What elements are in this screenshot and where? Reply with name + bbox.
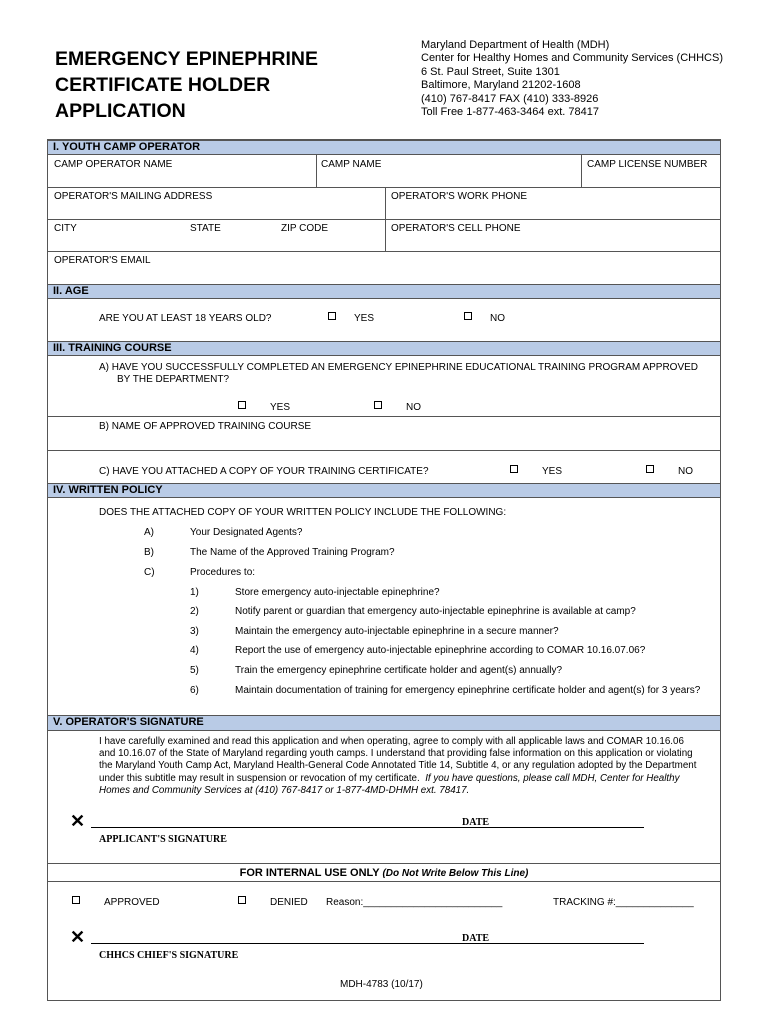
divider [48, 251, 720, 252]
address-line: Toll Free 1-877-463-3464 ext. 78417 [421, 106, 599, 119]
form-number: MDH-4783 (10/17) [340, 979, 423, 990]
mailing-address-field[interactable]: OPERATOR'S MAILING ADDRESS [54, 191, 213, 202]
internal-use-title: FOR INTERNAL USE ONLY [239, 867, 380, 879]
agency-address [421, 39, 723, 119]
state-field[interactable]: STATE [190, 223, 221, 234]
training-c-no-checkbox[interactable] [646, 465, 654, 473]
procedure-text: Store emergency auto-injectable epinephrine? [235, 587, 440, 598]
age-question: ARE YOU AT LEAST 18 YEARS OLD? [99, 313, 272, 324]
camp-license-number-field[interactable]: CAMP LICENSE NUMBER [587, 159, 708, 170]
signature-statement [99, 736, 699, 797]
training-c-no-label: NO [678, 466, 693, 477]
procedure-number: 6) [190, 685, 199, 696]
procedure-number: 1) [190, 587, 199, 598]
applicant-date-label: DATE [462, 817, 490, 828]
policy-item-text: The Name of the Approved Training Program? [190, 547, 395, 558]
divider [316, 155, 317, 187]
procedure-text: Maintain documentation of training for emergency epinephrine certificate holder and agent(s) for 3 years? [235, 685, 701, 696]
section-written-policy-header: IV. WRITTEN POLICY [48, 483, 720, 498]
chief-signature-line[interactable] [91, 943, 644, 944]
age-yes-label: YES [354, 313, 375, 324]
statement-contact: If you have questions, please call MDH, Center for Healthy Homes and Community Services at (410) 767-8417 or 1-877-4MD-DHMH ext. 78417. [99, 772, 680, 796]
address-line: (410) 767-8417 FAX (410) 333-8926 [421, 92, 599, 105]
internal-use-note: (Do Not Write Below This Line) [382, 868, 529, 879]
policy-item-text: Your Designated Agents? [190, 527, 303, 538]
divider [48, 219, 720, 220]
procedure-text: Report the use of emergency auto-injectable epinephrine according to COMAR 10.16.07.06? [235, 645, 646, 656]
denied-label: DENIED [270, 897, 308, 908]
training-question-a-cont: BY THE DEPARTMENT? [117, 374, 230, 385]
training-a-no-checkbox[interactable] [374, 401, 382, 409]
procedure-number: 4) [190, 645, 199, 656]
approved-checkbox[interactable] [72, 896, 80, 904]
reason-field[interactable]: Reason:_________________________ [326, 897, 503, 908]
training-question-a: A) HAVE YOU SUCCESSFULLY COMPLETED AN EMERGENCY EPINEPHRINE EDUCATIONAL TRAINING PROGRAM APPROVED [99, 362, 699, 373]
section-youth-camp-operator-header: I. YOUTH CAMP OPERATOR [48, 140, 720, 155]
applicant-signature-label: APPLICANT'S SIGNATURE [99, 834, 227, 845]
chief-date-label: DATE [462, 933, 490, 944]
divider [48, 881, 720, 882]
denied-checkbox[interactable] [238, 896, 246, 904]
policy-intro: DOES THE ATTACHED COPY OF YOUR WRITTEN POLICY INCLUDE THE FOLLOWING: [99, 507, 507, 518]
procedure-text: Maintain the emergency auto-injectable epinephrine in a secure manner? [235, 626, 559, 637]
procedure-number: 5) [190, 665, 199, 676]
training-course-name-field[interactable]: B) NAME OF APPROVED TRAINING COURSE [99, 421, 312, 432]
cell-phone-field[interactable]: OPERATOR'S CELL PHONE [391, 223, 521, 234]
age-no-label: NO [490, 313, 505, 324]
training-c-yes-checkbox[interactable] [510, 465, 518, 473]
chief-signature-x-mark: ✕ [70, 927, 86, 947]
procedure-number: 2) [190, 606, 199, 617]
signature-x-mark: ✕ [70, 811, 86, 831]
divider [48, 187, 720, 188]
email-field[interactable]: OPERATOR'S EMAIL [54, 255, 151, 266]
divider [48, 450, 720, 451]
address-line: Center for Healthy Homes and Community Services (CHHCS) [421, 52, 723, 65]
section-training-course-header: III. TRAINING COURSE [48, 341, 720, 356]
tracking-number-field[interactable]: TRACKING #:______________ [553, 897, 694, 908]
camp-name-field[interactable]: CAMP NAME [321, 159, 382, 170]
title-line-2: CERTIFICATE HOLDER [55, 74, 271, 96]
procedure-text: Notify parent or guardian that emergency auto-injectable epinephrine is available at camp? [235, 606, 636, 617]
training-a-no-label: NO [406, 402, 421, 413]
work-phone-field[interactable]: OPERATOR'S WORK PHONE [391, 191, 528, 202]
title-line-3: APPLICATION [55, 100, 186, 122]
policy-item-letter: A) [144, 527, 154, 538]
address-line: 6 St. Paul Street, Suite 1301 [421, 65, 560, 78]
training-a-yes-checkbox[interactable] [238, 401, 246, 409]
procedure-number: 3) [190, 626, 199, 637]
section-operator-signature-header: V. OPERATOR'S SIGNATURE [48, 715, 720, 731]
city-field[interactable]: CITY [54, 223, 77, 234]
training-question-c: C) HAVE YOU ATTACHED A COPY OF YOUR TRAINING CERTIFICATE? [99, 466, 429, 477]
camp-operator-name-field[interactable]: CAMP OPERATOR NAME [54, 159, 173, 170]
statement-text: I have carefully examined and read this application and when operating, agree to comply with all applicable laws and COMAR 10.16.06 and 10.16.07 of the State of Maryland regarding youth camps. I understand that providing false information on this application or violating the Maryland Youth Camp Act, Maryland Health-General Code Annotated Title 14, Subtitle 4, or any regulation adopted by the Department under this subtitle may result in suspension or revocation of my certificate. [99, 736, 697, 784]
section-age-header: II. AGE [48, 284, 720, 299]
address-line: Maryland Department of Health (MDH) [421, 39, 610, 51]
divider [48, 416, 720, 417]
policy-item-text: Procedures to: [190, 567, 256, 578]
title-line-1: EMERGENCY EPINEPHRINE [55, 48, 318, 70]
zip-code-field[interactable]: ZIP CODE [281, 223, 329, 234]
form-title [55, 46, 318, 124]
policy-item-letter: B) [144, 547, 154, 558]
approved-label: APPROVED [104, 897, 160, 908]
internal-use-header [48, 867, 720, 879]
training-c-yes-label: YES [542, 466, 563, 477]
age-no-checkbox[interactable] [464, 312, 472, 320]
divider [48, 863, 720, 864]
chief-signature-label: CHHCS CHIEF'S SIGNATURE [99, 950, 239, 961]
address-line: Baltimore, Maryland 21202-1608 [421, 79, 581, 92]
divider [581, 155, 582, 187]
procedure-text: Train the emergency epinephrine certificate holder and agent(s) annually? [235, 665, 563, 676]
age-yes-checkbox[interactable] [328, 312, 336, 320]
policy-item-letter: C) [144, 567, 155, 578]
applicant-signature-line[interactable] [91, 827, 644, 828]
training-a-yes-label: YES [270, 402, 291, 413]
